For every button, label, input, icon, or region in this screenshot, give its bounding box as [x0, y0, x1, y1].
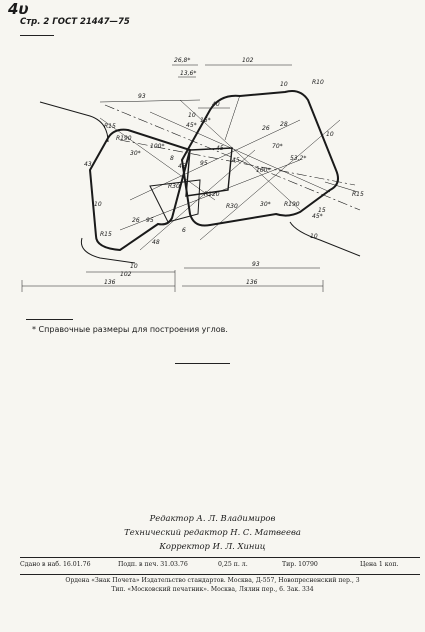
dim-label: 93 — [252, 261, 260, 268]
dim-label: 100* — [256, 167, 271, 174]
imprint-rule-bottom — [20, 574, 420, 575]
dim-label: R15 — [104, 123, 116, 130]
footnote: * Справочные размеры для построения углов. — [32, 325, 228, 334]
imprint-sheets: 0,25 п. л. — [218, 561, 248, 568]
construction-line — [200, 120, 340, 240]
dim-label: 136 — [246, 279, 258, 286]
dim-label: R30 — [226, 203, 238, 210]
dim-label: 10 — [130, 263, 138, 270]
dim-label: 15 — [318, 207, 326, 214]
dim-label: 28 — [280, 121, 288, 128]
imprint-rule-top — [20, 557, 420, 558]
page-header: Стр. 2 ГОСТ 21447—75 — [20, 17, 130, 27]
outline-right — [290, 222, 360, 256]
dim-label: 100* — [150, 143, 165, 150]
credit-tech-editor: Технический редактор Н. С. Матвеева — [124, 527, 301, 537]
dim-label: R120 — [204, 191, 220, 198]
imprint-signed: Подп. в печ. 31.03.76 — [118, 561, 188, 568]
imprint-price: Цена 1 коп. — [360, 561, 399, 568]
dim-label: 45 — [216, 145, 224, 152]
technical-drawing — [0, 40, 425, 320]
dim-label: 102 — [120, 271, 132, 278]
dim-label: R30 — [168, 183, 180, 190]
dim-label: 10 — [94, 201, 102, 208]
dim-label: 136 — [104, 279, 116, 286]
credit-proofreader: Корректор И. Л. Хиниц — [159, 541, 266, 551]
dim-label: 13,6* — [180, 70, 197, 77]
dim-label: 43 — [84, 161, 92, 168]
dim-label: 45* — [186, 122, 197, 129]
dim-label: 30* — [130, 150, 141, 157]
dim-label: 95 — [200, 160, 208, 167]
construction-line — [225, 95, 240, 140]
credit-editor: Редактор А. Л. Владимиров — [149, 513, 276, 523]
publisher-line: Ордена «Знак Почета» Издательство стандартов. Москва, Д-557, Новопресненский пер., 3 — [65, 577, 360, 584]
imprint-submitted: Сдано в наб. 16.01.76 — [20, 561, 91, 568]
dim-label: 95 — [146, 217, 154, 224]
dim-label: R15 — [352, 191, 364, 198]
footnote-rule — [26, 319, 73, 320]
dim-label: R190 — [284, 201, 300, 208]
dim-label: 6 — [182, 227, 186, 234]
header-rule — [20, 35, 54, 36]
dim-label: R10 — [312, 79, 324, 86]
dim-label: 10 — [188, 112, 196, 119]
section-rule — [175, 363, 230, 364]
dim-label: 40 — [212, 101, 220, 108]
handwritten-page-mark: 4υ — [8, 0, 29, 18]
dim-label: 45 — [232, 157, 240, 164]
dim-label: 26 — [262, 125, 270, 132]
dim-label: 70* — [272, 143, 283, 150]
dim-label: 10 — [280, 81, 288, 88]
dim-label: R15 — [100, 231, 112, 238]
dim-label: 45 — [178, 163, 186, 170]
outline-left-bottom — [81, 238, 135, 263]
dim-label: 10 — [310, 233, 318, 240]
dim-label: 8 — [170, 155, 174, 162]
dim-label: 48 — [152, 239, 160, 246]
dim-label: 93 — [138, 93, 146, 100]
dim-label: 45* — [312, 213, 323, 220]
dim-label: 102 — [242, 57, 254, 64]
dim-label: 26,8* — [174, 57, 191, 64]
dim-label: 10 — [326, 131, 334, 138]
dim-label: 30* — [260, 201, 271, 208]
imprint-print-run: Тир. 10790 — [282, 561, 318, 568]
dim-line — [100, 100, 200, 102]
dim-label: 15* — [200, 117, 211, 124]
dim-label: 53,2* — [290, 155, 307, 162]
dim-label: R190 — [116, 135, 132, 142]
printer-line: Тип. «Московский печатник». Москва, Лялин пер., 6. Зак. 334 — [111, 586, 314, 593]
outline-left — [40, 102, 108, 142]
dim-label: 26 — [132, 217, 140, 224]
